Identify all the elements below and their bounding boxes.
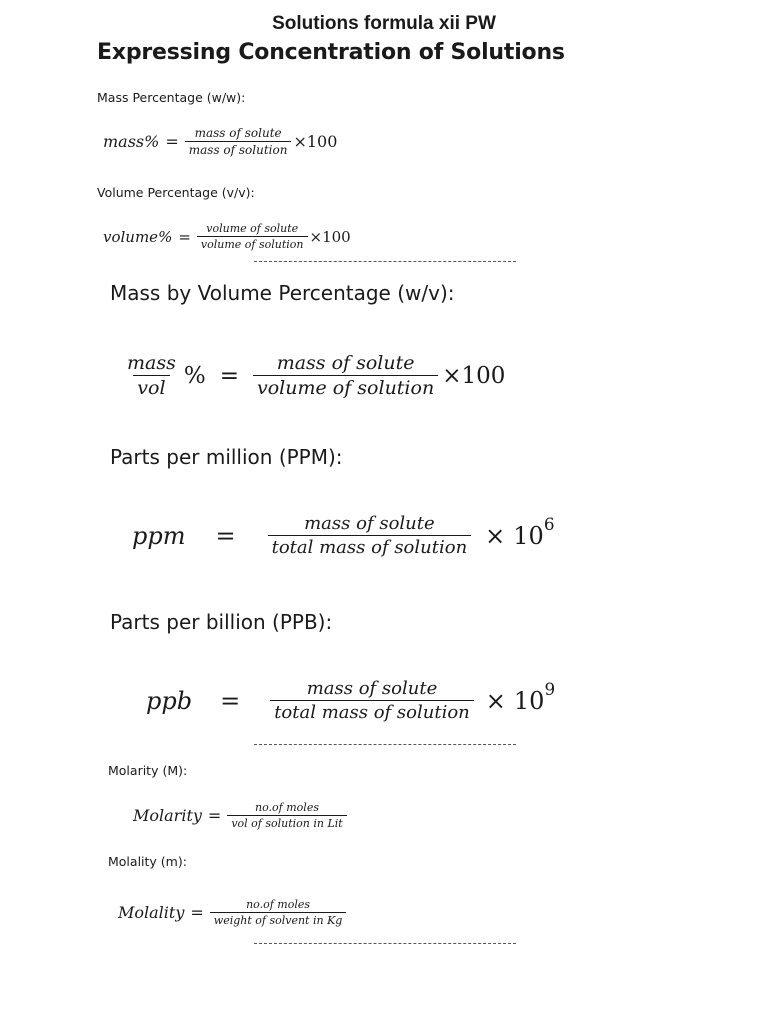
numerator: volume of solute	[206, 222, 299, 235]
fraction	[210, 898, 347, 927]
multiplier: ×100	[309, 227, 351, 246]
numerator: mass	[127, 352, 176, 374]
fraction	[268, 513, 472, 558]
volume-percentage-label: Volume Percentage (v/v):	[97, 185, 255, 200]
numerator: mass of solute	[276, 352, 415, 374]
numerator: no.of moles	[246, 898, 311, 911]
multiplier: ×100	[293, 132, 338, 151]
mass-by-volume-label: Mass by Volume Percentage (w/v):	[110, 281, 455, 305]
multiplier: ×100	[442, 362, 506, 389]
denominator: mass of solution	[185, 141, 292, 157]
separator-line	[254, 261, 516, 262]
equals-sign: =	[190, 903, 204, 922]
formula-lhs: ppb	[146, 686, 193, 715]
equals-sign: =	[219, 362, 239, 389]
molarity-label: Molarity (M):	[108, 763, 188, 778]
volume-percentage-formula	[103, 222, 351, 251]
molality-label: Molality (m):	[108, 854, 187, 869]
ppb-formula	[146, 678, 555, 723]
section-title: Expressing Concentration of Solutions	[97, 40, 565, 65]
equals-sign: =	[215, 521, 236, 550]
lhs-fraction	[123, 352, 180, 399]
times-sign: ×	[485, 686, 506, 715]
fraction	[270, 678, 474, 723]
denominator: volume of solution	[253, 375, 438, 399]
denominator: volume of solution	[197, 236, 308, 251]
equals-sign: =	[165, 132, 179, 151]
ppm-formula	[132, 513, 555, 558]
formula-lhs: mass%	[103, 132, 160, 151]
mass-percentage-label: Mass Percentage (w/w):	[97, 90, 246, 105]
fraction	[227, 801, 346, 830]
equals-sign: =	[207, 806, 222, 825]
power-exponent: 9	[544, 678, 556, 699]
mass-by-volume-formula	[123, 352, 505, 399]
fraction	[197, 222, 308, 251]
formula-lhs: volume%	[103, 227, 173, 246]
numerator: mass of solute	[304, 513, 435, 534]
molality-formula	[118, 898, 346, 927]
denominator: weight of solvent in Kg	[210, 912, 347, 927]
mass-percentage-formula	[103, 126, 337, 157]
separator-line	[254, 943, 516, 944]
numerator: no.of moles	[255, 801, 319, 814]
percent-sign: %	[183, 362, 206, 389]
fraction	[185, 126, 292, 157]
formula-lhs: Molarity	[133, 806, 202, 825]
denominator: vol	[133, 375, 169, 399]
formula-lhs: Molality	[118, 903, 185, 922]
equals-sign: =	[178, 227, 191, 246]
denominator: total mass of solution	[268, 535, 472, 558]
power-base: 10	[513, 521, 544, 550]
denominator: total mass of solution	[270, 700, 474, 723]
times-sign: ×	[485, 521, 506, 550]
numerator: mass of solute	[194, 126, 282, 140]
separator-line	[254, 744, 516, 745]
document-title: Solutions formula xii PW	[272, 13, 496, 34]
numerator: mass of solute	[306, 678, 438, 699]
power-base: 10	[513, 686, 545, 715]
ppm-label: Parts per million (PPM):	[110, 445, 343, 469]
power-exponent: 6	[543, 513, 555, 534]
formula-lhs: ppm	[132, 521, 186, 550]
denominator: vol of solution in Lit	[227, 815, 346, 830]
equals-sign: =	[220, 686, 241, 715]
fraction	[253, 352, 438, 399]
molarity-formula	[133, 801, 347, 830]
ppb-label: Parts per billion (PPB):	[110, 610, 333, 634]
